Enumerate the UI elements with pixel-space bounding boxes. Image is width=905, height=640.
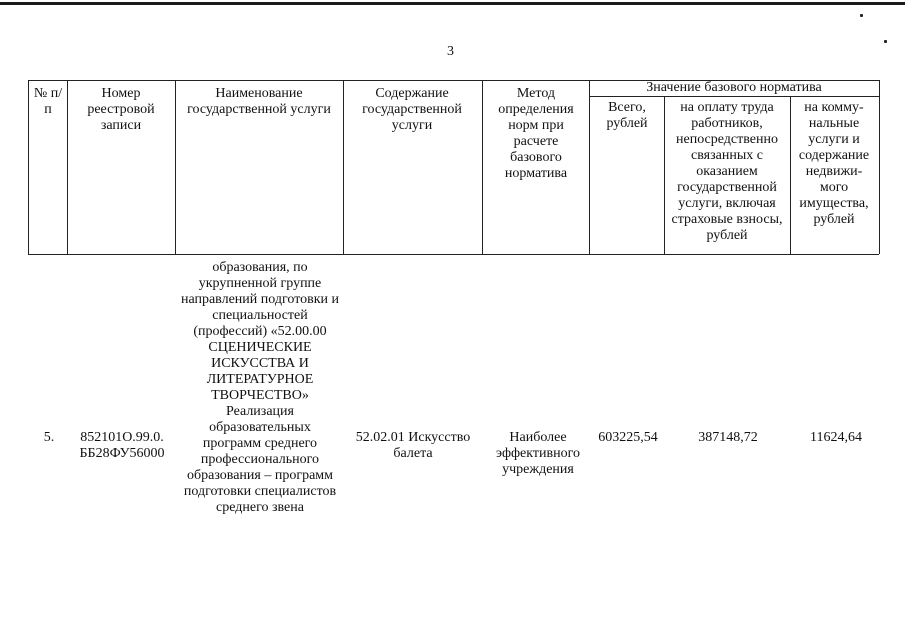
row-num: 5.	[43, 430, 55, 445]
header-total: Всего, рублей	[606, 100, 648, 131]
table-line	[175, 80, 176, 254]
table-line	[589, 80, 590, 254]
row-labor: 387148,72	[698, 430, 758, 445]
table-line	[790, 96, 791, 254]
row-registry: 852101О.99.0. ББ28ФУ56000	[79, 430, 165, 461]
header-group: Значение базового норматива	[646, 80, 822, 95]
header-labor: на оплату труда работников, непосредственно связанных с оказанием государственной услуги, включая страховые взносы, рублей	[671, 100, 783, 243]
scan-speck	[884, 40, 887, 43]
row-service-name: образования, по укрупненной группе направлений подготовки и специальностей (профессий) «52.00.00 СЦЕНИЧЕСКИЕ ИСКУССТВА И ЛИТЕРАТУРНОЕ ТВОРЧЕСТВО» Реализация образовательных программ среднего профессионального образования – программ подготовки специалистов среднего звена	[180, 260, 340, 515]
header-utilities: на комму-нальные услуги и содержание недвижи-мого имущества, рублей	[798, 100, 870, 227]
table-line	[343, 80, 344, 254]
row-content: 52.02.01 Искусство балета	[355, 430, 471, 461]
header-num: № п/п	[33, 86, 63, 117]
header-method: Метод определения норм при расчете базового норматива	[498, 86, 574, 181]
row-method: Наиболее эффективного учреждения	[496, 430, 580, 477]
table-line	[482, 80, 483, 254]
row-total: 603225,54	[598, 430, 658, 445]
table-line	[28, 80, 29, 254]
page-number: 3	[447, 44, 454, 59]
table-line	[67, 80, 68, 254]
table-line	[28, 254, 879, 255]
row-utilities: 11624,64	[810, 430, 862, 445]
table-line	[664, 96, 665, 254]
top-border-line	[0, 2, 905, 5]
header-service-name: Наименование государственной услуги	[187, 86, 331, 117]
scan-speck	[860, 14, 863, 17]
table-line	[879, 80, 880, 254]
header-registry: Номер реестровой записи	[87, 86, 155, 133]
header-content: Содержание государственной услуги	[362, 86, 462, 133]
table-line	[589, 96, 879, 97]
